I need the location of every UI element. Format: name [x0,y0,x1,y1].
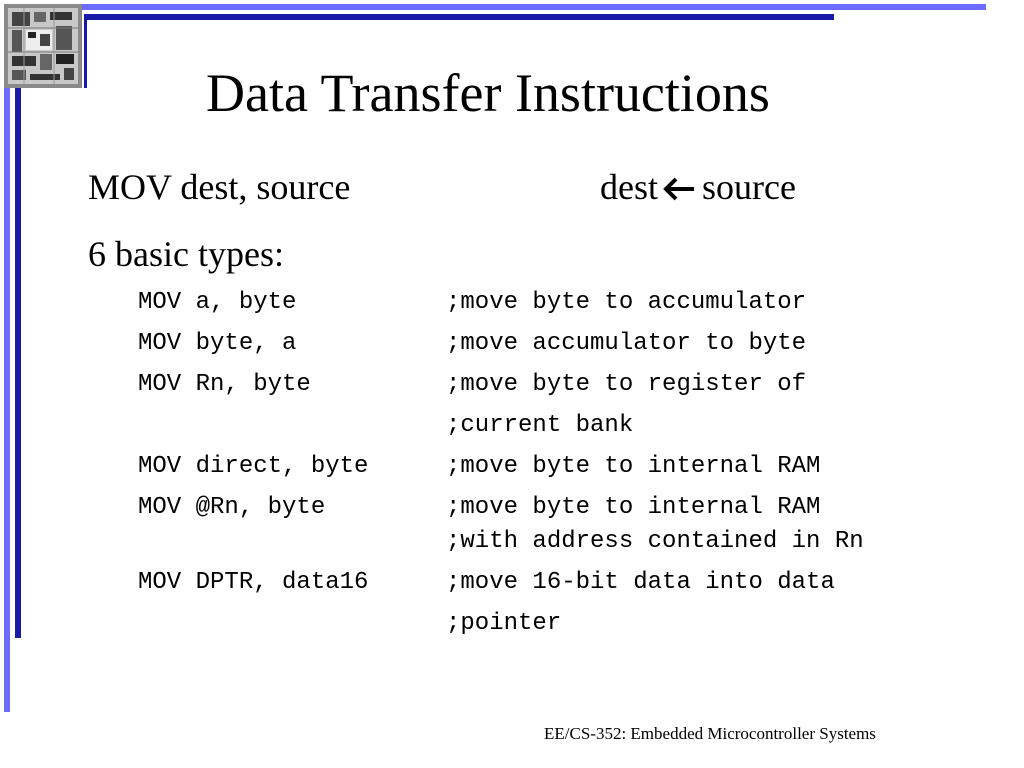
frame-logo-side-bar [84,14,87,88]
chip-die-logo-icon [4,4,82,88]
chip-logo [4,4,82,88]
comment-1: ;move byte to accumulator [446,289,807,316]
instruction-8: MOV DPTR, data16 [138,569,369,596]
comment-5: ;move byte to internal RAM [446,453,821,480]
instruction-5: MOV direct, byte [138,453,369,480]
slide-footer: EE/CS-352: Embedded Microcontroller Systems [544,724,876,743]
comment-4: ;current bank [446,412,634,439]
instruction-3: MOV Rn, byte [138,371,311,398]
left-arrow-icon [662,177,696,201]
instruction-1: MOV a, byte [138,289,297,316]
comment-3: ;move byte to register of [446,371,807,398]
instruction-6: MOV @Rn, byte [138,494,326,521]
comment-9: ;pointer [446,610,562,637]
comment-8: ;move 16-bit data into data [446,569,835,596]
instruction-2: MOV byte, a [138,330,297,357]
frame-top-inner-bar [84,14,834,20]
comment-2: ;move accumulator to byte [446,330,807,357]
assign-left: dest [600,167,658,207]
mov-syntax: MOV dest, source [88,167,351,207]
types-heading: 6 basic types: [88,234,284,274]
frame-left-bar [4,88,10,712]
frame-top-bar [4,4,986,10]
assignment-expression [600,165,796,209]
comment-7: ;with address contained in Rn [446,528,864,555]
frame-left-inner-bar [15,88,21,638]
slide-title: Data Transfer Instructions [206,63,770,123]
assign-right: source [702,167,796,207]
comment-6: ;move byte to internal RAM [446,494,821,521]
